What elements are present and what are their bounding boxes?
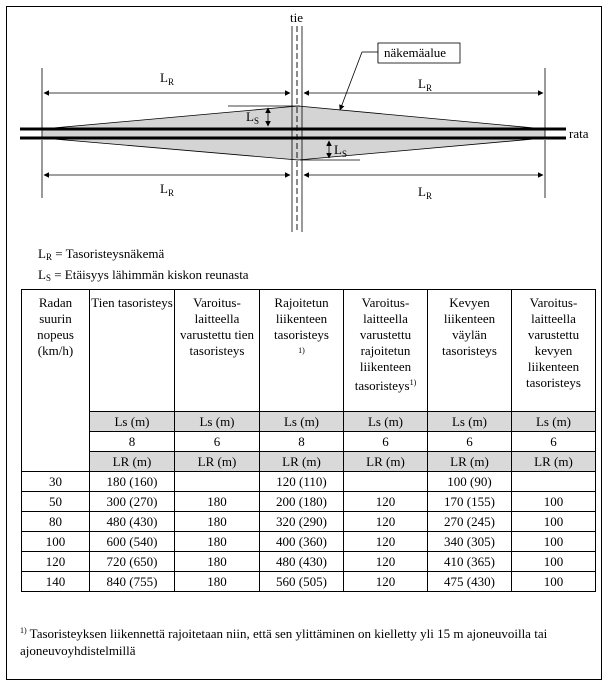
speed-cell: 120 bbox=[22, 552, 90, 572]
legend-lr-symbol: L bbox=[38, 246, 46, 261]
table-cell: 180 bbox=[175, 492, 260, 512]
lr-label-cell: LR (m) bbox=[512, 452, 596, 472]
speed-cell: 140 bbox=[22, 572, 90, 592]
crossing-diagram bbox=[0, 0, 610, 240]
road-label: tie bbox=[290, 10, 303, 25]
table-cell: 180 bbox=[175, 532, 260, 552]
legend-lr-text: = Tasoristeysnäkemä bbox=[51, 246, 165, 261]
header-footnote-mark: 1) bbox=[298, 346, 305, 355]
footnote-mark: 1) bbox=[20, 626, 27, 635]
ls-value-cell: 6 bbox=[344, 432, 428, 452]
header-restricted-crossing: Rajoitetun liikenteen tasoristeys $^{1)}$ bbox=[260, 290, 344, 412]
header-light-traffic-crossing: Kevyen liikenteen väylän tasoristeys bbox=[428, 290, 512, 412]
table-cell: 200 (180) bbox=[260, 492, 344, 512]
speed-cell: 80 bbox=[22, 512, 90, 532]
legend bbox=[38, 245, 249, 287]
table-cell: 480 (430) bbox=[260, 552, 344, 572]
ls-value-cell: 6 bbox=[428, 432, 512, 452]
table-cell: 100 (90) bbox=[428, 472, 512, 492]
table-cell: 120 bbox=[344, 492, 428, 512]
table-row bbox=[22, 472, 596, 492]
table-cell: 100 bbox=[512, 532, 596, 552]
header-speed: Radan suurin nopeus (km/h) bbox=[22, 290, 90, 412]
ls-label-row bbox=[22, 412, 596, 432]
table-header-row bbox=[22, 290, 596, 412]
table-row bbox=[22, 552, 596, 572]
header-warned-light-traffic-crossing: Varoitus-laitteella varustettu kevyen liikenteen tasoristeys bbox=[512, 290, 596, 412]
lr-label-cell: LR (m) bbox=[260, 452, 344, 472]
table-row bbox=[22, 512, 596, 532]
table-body bbox=[22, 472, 596, 592]
table-row bbox=[22, 492, 596, 512]
lr-label-cell: LR (m) bbox=[90, 452, 175, 472]
ls-label-cell: Ls (m) bbox=[512, 412, 596, 432]
table-cell: 180 (160) bbox=[90, 472, 175, 492]
table-cell: 100 bbox=[512, 492, 596, 512]
table-row bbox=[22, 572, 596, 592]
table-cell: 120 bbox=[344, 572, 428, 592]
legend-ls-symbol: L bbox=[38, 267, 46, 282]
ls-label-cell: Ls (m) bbox=[260, 412, 344, 432]
table-cell: 120 bbox=[344, 532, 428, 552]
ls-value-cell: 6 bbox=[175, 432, 260, 452]
speed-cell: 50 bbox=[22, 492, 90, 512]
visibility-area bbox=[42, 106, 545, 160]
ls-value-row bbox=[22, 432, 596, 452]
lr-label-bottom-left: $L_R$ bbox=[160, 181, 174, 198]
header-warned-road-crossing: Varoitus-laitteella varustettu tien tasoristeys bbox=[175, 290, 260, 412]
header-warned-restricted-crossing: Varoitus-laitteella varustettu rajoitetun liikenteen tasoristeys$^{1)}$ bbox=[344, 290, 428, 412]
lr-label-bottom-right: $L_R$ bbox=[418, 184, 432, 201]
lr-label-cell: LR (m) bbox=[344, 452, 428, 472]
ls-label-cell: Ls (m) bbox=[344, 412, 428, 432]
table-cell: 300 (270) bbox=[90, 492, 175, 512]
lr-label-top-right: $L_R$ bbox=[418, 76, 432, 93]
railway-label: rata bbox=[569, 126, 589, 141]
visibility-area-label: näkemäalue bbox=[384, 45, 447, 60]
ls-value-cell: 8 bbox=[90, 432, 175, 452]
ls-label-lower: $L_S$ bbox=[334, 142, 347, 159]
table-cell: 270 (245) bbox=[428, 512, 512, 532]
table-cell: 560 (505) bbox=[260, 572, 344, 592]
visibility-callout-leader bbox=[340, 52, 362, 110]
table-cell: 120 (110) bbox=[260, 472, 344, 492]
table-cell: 120 bbox=[344, 512, 428, 532]
table-cell: 840 (755) bbox=[90, 572, 175, 592]
table-cell: 170 (155) bbox=[428, 492, 512, 512]
legend-ls-text: = Etäisyys lähimmän kiskon reunasta bbox=[50, 267, 249, 282]
speed-cell: 100 bbox=[22, 532, 90, 552]
table-cell: 100 bbox=[512, 572, 596, 592]
footnote-text: Tasoristeyksen liikennettä rajoitetaan niin, että sen ylittäminen on kielletty yli 15 m ajoneuvoilla tai ajoneuvoyhdistelmillä bbox=[20, 626, 548, 658]
ls-value-cell: 8 bbox=[260, 432, 344, 452]
header-footnote-mark: 1) bbox=[409, 378, 417, 387]
legend-lr bbox=[38, 245, 249, 266]
legend-ls-subscript: S bbox=[45, 273, 51, 283]
table-cell bbox=[344, 472, 428, 492]
ls-label-cell: Ls (m) bbox=[428, 412, 512, 432]
table-cell: 320 (290) bbox=[260, 512, 344, 532]
table-cell: 180 bbox=[175, 552, 260, 572]
sight-distance-table bbox=[21, 289, 596, 592]
table-cell: 100 bbox=[512, 512, 596, 532]
ls-label-upper: $L_S$ bbox=[246, 109, 259, 126]
ls-value-cell: 6 bbox=[512, 432, 596, 452]
ls-label-cell: Ls (m) bbox=[175, 412, 260, 432]
table-cell: 340 (305) bbox=[428, 532, 512, 552]
table-cell: 180 bbox=[175, 512, 260, 532]
table-cell: 475 (430) bbox=[428, 572, 512, 592]
footnote bbox=[20, 622, 590, 659]
table-cell: 180 bbox=[175, 572, 260, 592]
legend-lr-subscript: R bbox=[45, 252, 52, 262]
table-row bbox=[22, 532, 596, 552]
table-cell: 120 bbox=[344, 552, 428, 572]
lr-label-top-left: $L_R$ bbox=[160, 70, 174, 87]
lr-label-cell: LR (m) bbox=[175, 452, 260, 472]
table-cell: 600 (540) bbox=[90, 532, 175, 552]
table-cell bbox=[175, 472, 260, 492]
table-cell: 100 bbox=[512, 552, 596, 572]
speed-cell: 30 bbox=[22, 472, 90, 492]
table-cell: 400 (360) bbox=[260, 532, 344, 552]
table-cell: 410 (365) bbox=[428, 552, 512, 572]
lr-label-row bbox=[22, 452, 596, 472]
table-cell: 720 (650) bbox=[90, 552, 175, 572]
header-road-crossing: Tien tasoristeys bbox=[90, 290, 175, 412]
table-cell bbox=[512, 472, 596, 492]
lr-label-cell: LR (m) bbox=[428, 452, 512, 472]
table-cell: 480 (430) bbox=[90, 512, 175, 532]
ls-label-cell: Ls (m) bbox=[90, 412, 175, 432]
legend-ls bbox=[38, 266, 249, 287]
